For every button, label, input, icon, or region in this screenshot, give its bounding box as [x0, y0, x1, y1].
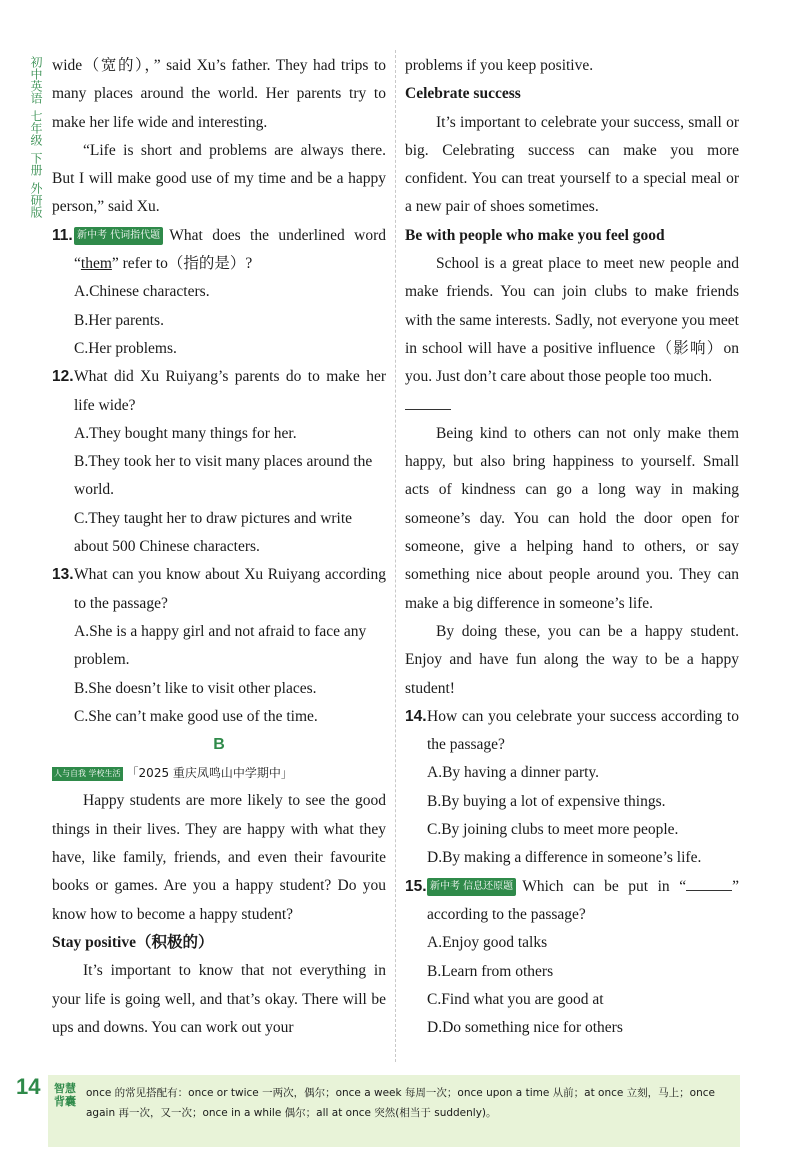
answer-option: A.She is a happy girl and not afraid to face any problem.: [74, 622, 367, 669]
right-column: [405, 52, 739, 1042]
answer-option: C.They taught her to draw pictures and write about 500 Chinese characters.: [74, 509, 353, 556]
passage-b-paragraph: Being kind to others can not only make them happy, but also bring happiness to yourself. Small acts of kindness can go a long way in making someone’s day. You can hold the door open for someone, give a helping hand to others, or say something nice about people around you. They can make a big difference in someone’s life.: [405, 424, 739, 612]
passage-b-paragraph: By doing these, you can be a happy student. Enjoy and have fun along the way to be a happy student!: [405, 622, 739, 697]
answer-option: B.Her parents.: [74, 311, 164, 329]
passage-b-paragraph: It’s important to celebrate your success, small or big. Celebrating success can make you more confident. You can treat yourself to a special meal or a new pair of shoes sometimes.: [405, 113, 739, 216]
subheading-people: Be with people who make you feel good: [405, 226, 665, 244]
passage-b-paragraph: It’s important to know that not everything in your life is going well, and that’s okay. There will be ups and downs. You can work out your: [52, 962, 386, 1036]
answer-option: A.Enjoy good talks: [427, 934, 548, 952]
answer-option: B.Learn from others: [427, 962, 554, 980]
answer-option: A.They bought many things for her.: [74, 424, 297, 442]
question-11: [52, 222, 386, 279]
answer-option: B.By buying a lot of expensive things.: [427, 792, 666, 810]
page-number: 14: [16, 1074, 41, 1099]
sidebar-level: 七年级: [29, 110, 43, 146]
subheading-celebrate: Celebrate success: [405, 85, 521, 103]
subheading-stay-positive: Stay positive（积极的）: [52, 933, 214, 951]
question-12: [52, 363, 386, 420]
left-column: [52, 52, 386, 1042]
question-stem: 新中考 代词指代题 What does the underlined word “them” refer to（指的是）?: [74, 226, 386, 273]
passage-b-paragraph: Happy students are more likely to see the good things in their lives. They are happy with what they have, like family, friends, and even their favourite books or games. Are you a happy student? Do you know how to become a happy student?: [52, 792, 386, 923]
blank-line: [686, 874, 732, 891]
answer-option: A.Chinese characters.: [74, 283, 210, 301]
wisdom-label: 智慧背囊: [54, 1082, 76, 1108]
question-stem: 新中考 信息还原题 Which can be put in “ ” according to the passage?: [427, 873, 739, 930]
question-stem: What can you know about Xu Ruiyang according to the passage?: [74, 566, 386, 612]
passage-b-paragraph: problems if you keep positive.: [405, 57, 594, 74]
answer-option: A.By having a dinner party.: [427, 764, 600, 782]
topic-tag-icon: 人与自我 学校生活: [52, 767, 123, 781]
new-exam-badge-icon: 新中考 信息还原题: [427, 878, 516, 896]
answer-option: D.By making a difference in someone’s life.: [427, 849, 702, 867]
section-heading-b: B: [213, 736, 225, 754]
question-15: [405, 873, 739, 930]
column-divider: [395, 50, 396, 1062]
sidebar-volume: 下册: [29, 152, 43, 176]
answer-option: C.By joining clubs to meet more people.: [427, 821, 679, 839]
missing-heading-blank: [405, 392, 739, 420]
question-number: 12.: [52, 368, 74, 386]
new-exam-badge-icon: 新中考 代词指代题: [74, 227, 163, 245]
answer-option: D.Do something nice for others: [427, 1019, 623, 1037]
footer-note: once 的常见搭配有：once or twice 一两次，偶尔；once a week 每周一次；once upon a time 从前；at once 立刻，马上；once again 再一次，又一次；once in a while 偶尔；all at once 突然(相当于 suddenly)。: [86, 1087, 715, 1119]
passage-a-paragraph: “Life is short and problems are always there. But I will make good use of my time and be a happy person,” said Xu.: [52, 141, 386, 216]
question-14: [405, 703, 739, 760]
passage-source: 人与自我 学校生活 「2025 重庆凤鸣山中学期中」: [54, 766, 293, 781]
sidebar-edition: 外研版: [29, 182, 43, 218]
passage-a-paragraph: wide（宽的），” said Xu’s father. They had trips to many places around the world. Her parents try to make her life wide and interesting.: [52, 57, 386, 131]
question-number: 14.: [405, 707, 427, 725]
answer-option: B.She doesn’t like to visit other places.: [74, 679, 317, 697]
question-stem: What did Xu Ruiyang’s parents do to make her life wide?: [74, 368, 386, 414]
answer-option: C.Her problems.: [74, 339, 177, 357]
passage-b-paragraph: School is a great place to meet new people and make friends. You can join clubs to make friends with the same interests. Sadly, not everyone you meet in school will have a positive influence（影响）on you. Just don’t care about those people too much.: [405, 255, 739, 386]
answer-option: B.They took her to visit many places around the world.: [74, 453, 373, 499]
sidebar-grade: 初中英语: [29, 56, 43, 104]
question-number: 15.: [405, 877, 427, 895]
question-number: 11.: [52, 226, 73, 244]
question-stem: How can you celebrate your success according to the passage?: [427, 707, 739, 754]
sidebar-labels: [24, 56, 42, 218]
question-13: [52, 561, 386, 618]
answer-option: C.She can’t make good use of the time.: [74, 707, 318, 725]
question-number: 13.: [52, 566, 74, 584]
blank-line: [405, 393, 451, 410]
answer-option: C.Find what you are good at: [427, 990, 604, 1008]
